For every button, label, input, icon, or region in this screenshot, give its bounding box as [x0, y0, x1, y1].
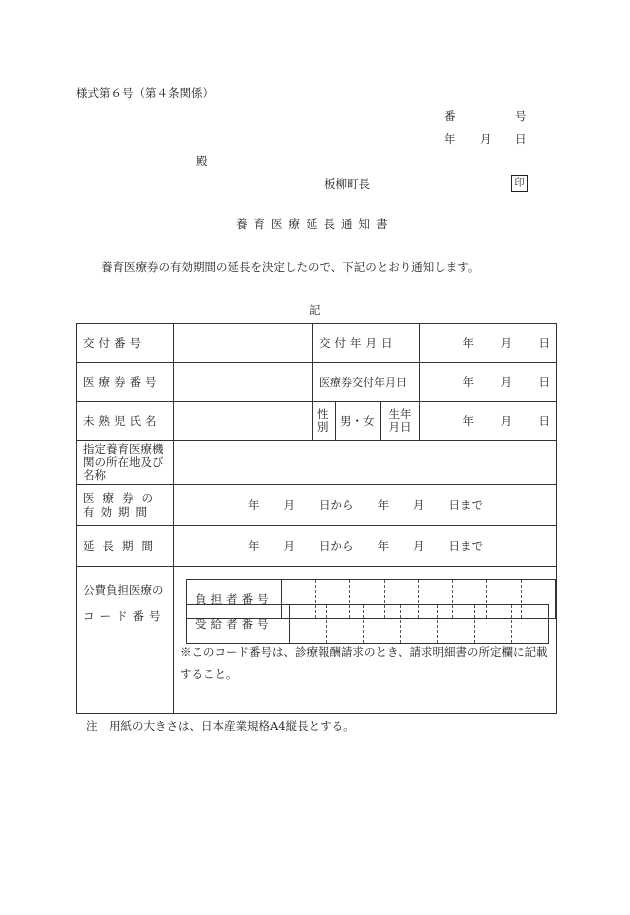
footnote: 注 用紙の大きさは、日本産業規格A4縦長とする。 [86, 719, 355, 733]
recipient-digit[interactable] [438, 605, 475, 644]
valid-period-label: 医療券の 有効期間 [77, 485, 174, 526]
recipient-digit[interactable] [401, 605, 438, 644]
issue-number-value[interactable] [174, 324, 313, 363]
code-number-label: 公費負担医療の コード番号 [77, 567, 174, 714]
recipient-number-label: 受給者番号 [187, 605, 290, 644]
ticket-issue-date-value[interactable]: 年 月 日 [420, 363, 557, 402]
date-day: 日 [515, 132, 527, 146]
birth-label: 生年月日 [381, 402, 420, 441]
intro-text: 養育医療券の有効期間の延長を決定したので、下記のとおり通知します。 [101, 260, 480, 274]
child-name-label: 未熟児氏名 [77, 402, 174, 441]
extension-period-value[interactable]: 年 月 日から 年 月 日まで [174, 526, 557, 567]
institution-value[interactable] [174, 441, 557, 485]
addressee-suffix: 殿 [196, 154, 208, 168]
issue-date-value[interactable]: 年 月 日 [420, 324, 557, 363]
valid-period-value[interactable]: 年 月 日から 年 月 日まで [174, 485, 557, 526]
issue-date-label: 交付年月日 [313, 324, 420, 363]
recipient-digit[interactable] [290, 605, 327, 644]
recipient-digit[interactable] [327, 605, 364, 644]
payer-number-label: 負担者番号 [187, 580, 282, 619]
issuer: 板柳町長 [324, 177, 370, 191]
code-number-area [174, 567, 557, 714]
ticket-number-label: 医療券番号 [77, 363, 174, 402]
ticket-issue-date-label: 医療券交付年月日 [313, 363, 420, 402]
institution-label: 指定養育医療機関の所在地及び名称 [77, 441, 174, 485]
form-label: 様式第６号（第４条関係） [76, 86, 214, 100]
document-title: 養育医療延長通知書 [236, 217, 394, 231]
sex-label: 性別 [313, 402, 336, 441]
number-label: 番 [444, 109, 456, 123]
recipient-digit[interactable] [475, 605, 512, 644]
sex-value[interactable]: 男・女 [336, 402, 381, 441]
ki-label: 記 [309, 303, 321, 317]
date-year: 年 [444, 132, 456, 146]
code-note: ※このコード番号は、診療報酬請求のとき、請求明細書の所定欄に記載すること。 [180, 645, 548, 681]
extension-period-label: 延長期間 [77, 526, 174, 567]
form-table [76, 323, 557, 714]
recipient-digit[interactable] [364, 605, 401, 644]
date-month: 月 [480, 132, 492, 146]
number-suffix: 号 [515, 109, 527, 123]
ticket-number-value[interactable] [174, 363, 313, 402]
seal-mark: 印 [511, 175, 528, 192]
birth-date-value[interactable]: 年 月 日 [420, 402, 557, 441]
child-name-value[interactable] [174, 402, 313, 441]
recipient-digit[interactable] [512, 605, 549, 644]
issue-number-label: 交付番号 [77, 324, 174, 363]
recipient-number-box [186, 604, 549, 644]
